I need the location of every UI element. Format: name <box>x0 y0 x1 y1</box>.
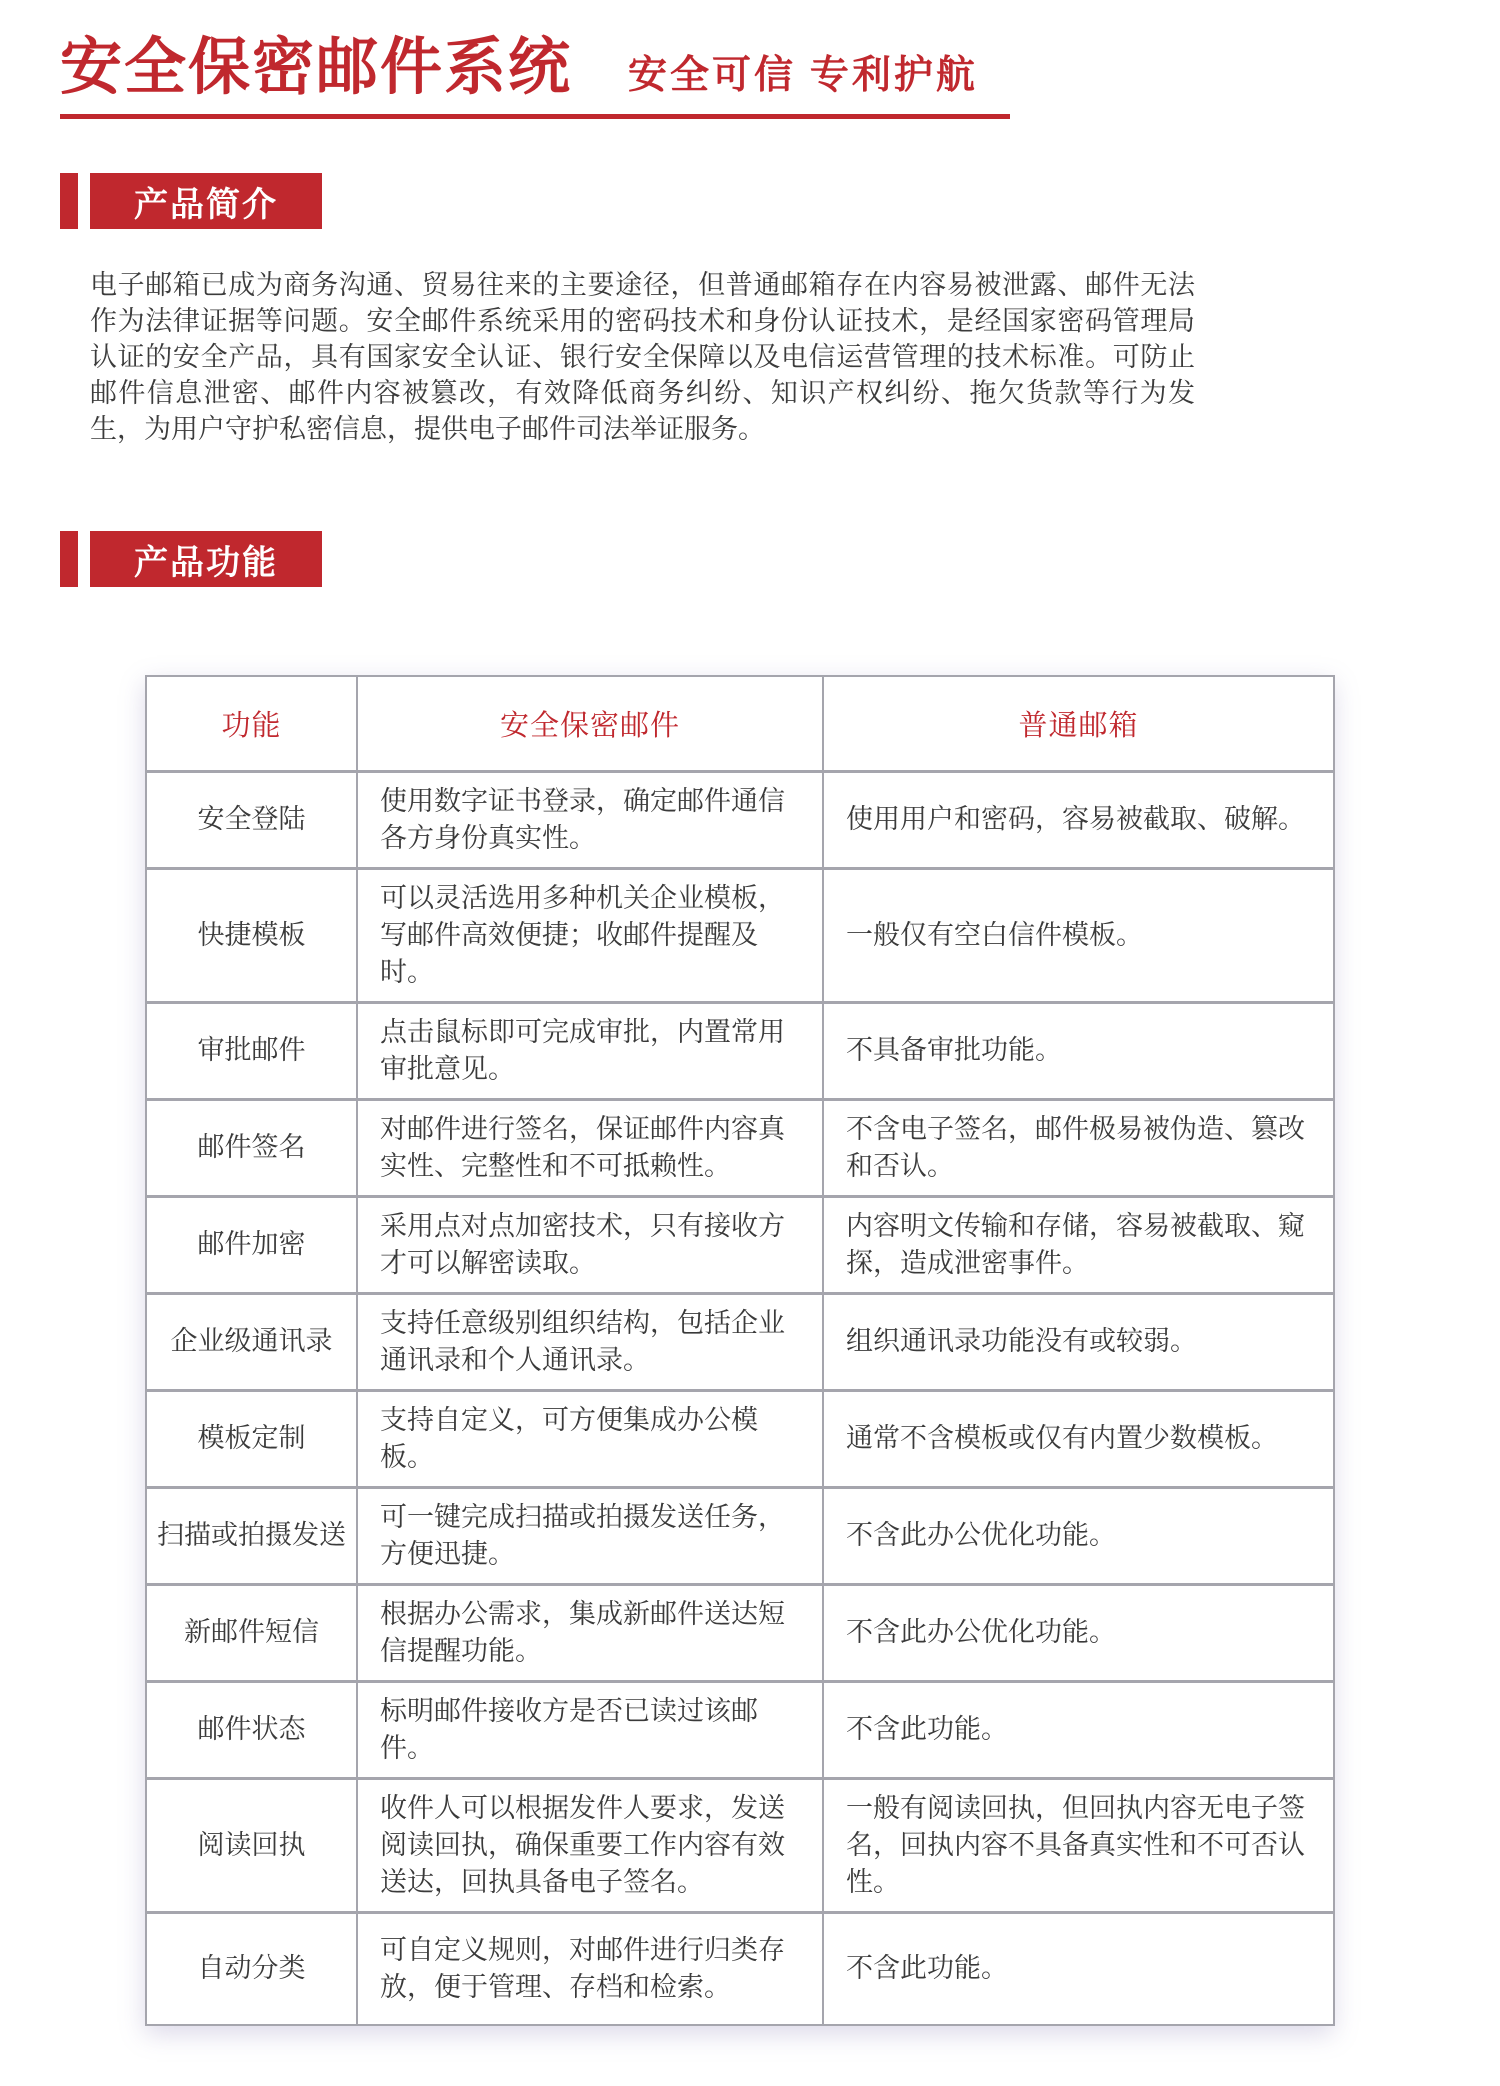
table-row <box>146 1778 1334 1912</box>
intro-paragraph: 电子邮箱已成为商务沟通、贸易往来的主要途径，但普通邮箱存在内容易被泄露、邮件无法作为法律证据等问题。安全邮件系统采用的密码技术和身份认证技术，是经国家密码管理局认证的安全产品，具有国家安全认证、银行安全保障以及电信运营管理的技术标准。可防止邮件信息泄密、邮件内容被篡改，有效降低商务纠纷、知识产权纠纷、拖欠货款等行为发生，为用户守护私密信息，提供电子邮件司法举证服务。 <box>90 270 1195 445</box>
table-row <box>146 1002 1334 1099</box>
feature-name-cell: 自动分类 <box>146 1912 357 2025</box>
secure-mail-cell: 根据办公需求，集成新邮件送达短信提醒功能。 <box>357 1584 823 1681</box>
table-row <box>146 868 1334 1002</box>
title-row <box>60 34 1500 102</box>
secure-mail-cell: 可以灵活选用多种机关企业模板，写邮件高效便捷；收邮件提醒及时。 <box>357 868 823 1002</box>
secure-mail-cell: 支持任意级别组织结构，包括企业通讯录和个人通讯录。 <box>357 1293 823 1390</box>
table-row <box>146 1487 1334 1584</box>
secure-mail-cell: 采用点对点加密技术，只有接收方才可以解密读取。 <box>357 1196 823 1293</box>
ordinary-mail-cell: 不含此办公优化功能。 <box>823 1584 1334 1681</box>
feature-comparison-table-wrap <box>145 675 1333 2026</box>
feature-name-cell: 审批邮件 <box>146 1002 357 1099</box>
ordinary-mail-cell: 内容明文传输和存储，容易被截取、窥探，造成泄密事件。 <box>823 1196 1334 1293</box>
masthead <box>0 0 1500 119</box>
feature-name-cell: 模板定制 <box>146 1390 357 1487</box>
table-row <box>146 1293 1334 1390</box>
column-header-ordinary-mail: 普通邮箱 <box>823 676 1334 771</box>
feature-name-cell: 邮件签名 <box>146 1099 357 1196</box>
secure-mail-cell: 使用数字证书登录，确定邮件通信各方身份真实性。 <box>357 771 823 868</box>
ordinary-mail-cell: 不含此办公优化功能。 <box>823 1487 1334 1584</box>
ordinary-mail-cell: 通常不含模板或仅有内置少数模板。 <box>823 1390 1334 1487</box>
ordinary-mail-cell: 不含此功能。 <box>823 1681 1334 1778</box>
ordinary-mail-cell: 使用用户和密码，容易被截取、破解。 <box>823 771 1334 868</box>
table-header-row <box>146 676 1334 771</box>
table-row <box>146 1099 1334 1196</box>
ordinary-mail-cell: 不具备审批功能。 <box>823 1002 1334 1099</box>
ordinary-mail-cell: 一般有阅读回执，但回执内容无电子签名，回执内容不具备真实性和不可否认性。 <box>823 1778 1334 1912</box>
page-subtitle: 安全可信 专利护航 <box>628 54 978 97</box>
feature-comparison-table <box>145 675 1335 2026</box>
table-row <box>146 1196 1334 1293</box>
secure-mail-cell: 可一键完成扫描或拍摄发送任务，方便迅捷。 <box>357 1487 823 1584</box>
ordinary-mail-cell: 不含电子签名，邮件极易被伪造、篡改和否认。 <box>823 1099 1334 1196</box>
page-title: 安全保密邮件系统 <box>60 33 573 102</box>
table-row <box>146 1584 1334 1681</box>
section-heading-intro <box>60 173 1500 229</box>
features-heading: 产品功能 <box>90 531 322 587</box>
feature-name-cell: 扫描或拍摄发送 <box>146 1487 357 1584</box>
feature-table-body <box>146 771 1334 2025</box>
table-row <box>146 771 1334 868</box>
secure-mail-cell: 可自定义规则，对邮件进行归类存放，便于管理、存档和检索。 <box>357 1912 823 2025</box>
feature-name-cell: 安全登陆 <box>146 771 357 868</box>
ordinary-mail-cell: 组织通讯录功能没有或较弱。 <box>823 1293 1334 1390</box>
feature-name-cell: 快捷模板 <box>146 868 357 1002</box>
feature-name-cell: 阅读回执 <box>146 1778 357 1912</box>
table-row <box>146 1912 1334 2025</box>
secure-mail-cell: 对邮件进行签名，保证邮件内容真实性、完整性和不可抵赖性。 <box>357 1099 823 1196</box>
section-heading-features <box>60 531 1500 587</box>
secure-mail-cell: 支持自定义，可方便集成办公模板。 <box>357 1390 823 1487</box>
title-underline <box>60 114 1010 119</box>
feature-name-cell: 新邮件短信 <box>146 1584 357 1681</box>
feature-name-cell: 邮件加密 <box>146 1196 357 1293</box>
feature-name-cell: 企业级通讯录 <box>146 1293 357 1390</box>
table-row <box>146 1681 1334 1778</box>
feature-name-cell: 邮件状态 <box>146 1681 357 1778</box>
heading-accent-bar <box>60 531 78 587</box>
intro-heading: 产品简介 <box>90 173 322 229</box>
heading-accent-bar <box>60 173 78 229</box>
ordinary-mail-cell: 不含此功能。 <box>823 1912 1334 2025</box>
ordinary-mail-cell: 一般仅有空白信件模板。 <box>823 868 1334 1002</box>
column-header-feature: 功能 <box>146 676 357 771</box>
table-row <box>146 1390 1334 1487</box>
secure-mail-cell: 点击鼠标即可完成审批，内置常用审批意见。 <box>357 1002 823 1099</box>
column-header-secure-mail: 安全保密邮件 <box>357 676 823 771</box>
secure-mail-cell: 收件人可以根据发件人要求，发送阅读回执，确保重要工作内容有效送达，回执具备电子签名。 <box>357 1778 823 1912</box>
secure-mail-cell: 标明邮件接收方是否已读过该邮件。 <box>357 1681 823 1778</box>
